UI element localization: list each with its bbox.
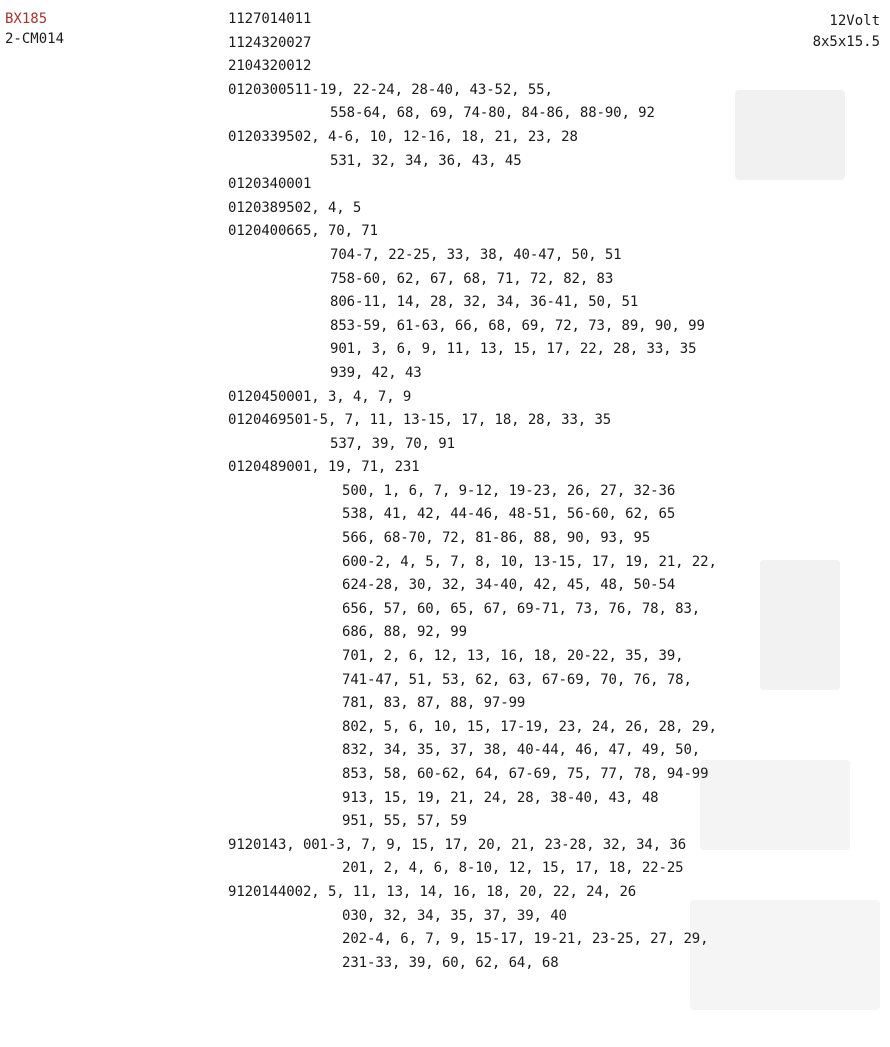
entry-text: 531, 32, 34, 36, 43, 45: [330, 152, 522, 169]
part-number-entry: [228, 834, 788, 858]
part-number-continuation: [228, 244, 788, 268]
entry-text: 806-11, 14, 28, 32, 34, 36-41, 50, 51: [330, 294, 639, 311]
part-number-entry: [228, 55, 788, 79]
entry-text: 202-4, 6, 7, 9, 15-17, 19-21, 23-25, 27, 29,: [342, 931, 709, 948]
part-number-continuation: [228, 928, 788, 952]
entry-text: 600-2, 4, 5, 7, 8, 10, 13-15, 17, 19, 21, 22,: [342, 553, 717, 570]
dimensions-spec: 8x5x15.5: [812, 34, 880, 50]
entry-text: 913, 15, 19, 21, 24, 28, 38-40, 43, 48: [342, 789, 659, 806]
part-number-entry: [228, 126, 788, 150]
part-number-continuation: [228, 952, 788, 976]
entry-text: 538, 41, 42, 44-46, 48-51, 56-60, 62, 65: [342, 506, 676, 523]
entry-text: 781, 83, 87, 88, 97-99: [342, 695, 526, 712]
entry-text: 1124320027: [228, 34, 312, 51]
entry-text: 0120300511-19, 22-24, 28-40, 43-52, 55,: [228, 81, 553, 98]
entry-text: 853-59, 61-63, 66, 68, 69, 72, 73, 89, 90, 99: [330, 317, 705, 334]
entry-text: 624-28, 30, 32, 34-40, 42, 45, 48, 50-54: [342, 577, 676, 594]
product-specs: [813, 11, 880, 53]
part-number-entry: [228, 386, 788, 410]
part-number-continuation: [228, 291, 788, 315]
part-number-entry: [228, 32, 788, 56]
entry-text: 201, 2, 4, 6, 8-10, 12, 15, 17, 18, 22-25: [342, 860, 684, 877]
part-number-continuation: [228, 645, 788, 669]
entry-text: 0120489001, 19, 71, 231: [228, 459, 420, 476]
part-number-continuation: [228, 787, 788, 811]
entry-text: 0120389502, 4, 5: [228, 199, 362, 216]
part-number-continuation: [228, 527, 788, 551]
entry-text: 0120469501-5, 7, 11, 13-15, 17, 18, 28, 33, 35: [228, 412, 612, 429]
part-number-continuation: [228, 574, 788, 598]
part-number-continuation: [228, 268, 788, 292]
part-number-continuation: [228, 551, 788, 575]
part-number-continuation: [228, 503, 788, 527]
part-number-entry: [228, 409, 788, 433]
entry-text: 0120339502, 4-6, 10, 12-16, 18, 21, 23, 28: [228, 128, 578, 145]
part-number-entry: [228, 220, 788, 244]
entry-text: 9120143, 001-3, 7, 9, 15, 17, 20, 21, 23-28, 32, 34, 36: [228, 836, 687, 853]
part-number-continuation: [228, 739, 788, 763]
part-number-continuation: [228, 763, 788, 787]
entry-text: 558-64, 68, 69, 74-80, 84-86, 88-90, 92: [330, 105, 655, 122]
part-number-entry: [228, 197, 788, 221]
reference-code: 2-CM014: [5, 31, 65, 47]
part-number-list: [228, 8, 788, 975]
part-number-continuation: [228, 621, 788, 645]
part-number-entry: [228, 8, 788, 32]
entry-text: 500, 1, 6, 7, 9-12, 19-23, 26, 27, 32-36: [342, 482, 676, 499]
product-header: [5, 9, 64, 49]
entry-text: 656, 57, 60, 65, 67, 69-71, 73, 76, 78, 83,: [342, 600, 701, 617]
entry-text: 686, 88, 92, 99: [342, 624, 467, 641]
entry-text: 939, 42, 43: [330, 364, 422, 381]
entry-text: 0120450001, 3, 4, 7, 9: [228, 388, 412, 405]
voltage-spec: 12Volt: [829, 13, 880, 29]
part-number-continuation: [228, 338, 788, 362]
part-number-entry: [228, 881, 788, 905]
part-number-continuation: [228, 905, 788, 929]
entry-text: 901, 3, 6, 9, 11, 13, 15, 17, 22, 28, 33, 35: [330, 341, 697, 358]
part-number-continuation: [228, 692, 788, 716]
entry-text: 741-47, 51, 53, 62, 63, 67-69, 70, 76, 78,: [342, 671, 692, 688]
entry-text: 030, 32, 34, 35, 37, 39, 40: [342, 907, 567, 924]
part-number-continuation: [228, 150, 788, 174]
entry-text: 537, 39, 70, 91: [330, 435, 455, 452]
entry-text: 566, 68-70, 72, 81-86, 88, 90, 93, 95: [342, 530, 651, 547]
part-number-continuation: [228, 433, 788, 457]
entry-text: 832, 34, 35, 37, 38, 40-44, 46, 47, 49, 50,: [342, 742, 701, 759]
part-number-continuation: [228, 362, 788, 386]
entry-text: 0120340001: [228, 176, 312, 193]
part-number-continuation: [228, 716, 788, 740]
entry-text: 951, 55, 57, 59: [342, 813, 467, 830]
part-number-entry: [228, 456, 788, 480]
entry-text: 2104320012: [228, 58, 312, 75]
part-number-continuation: [228, 598, 788, 622]
entry-text: 231-33, 39, 60, 62, 64, 68: [342, 954, 559, 971]
entry-text: 758-60, 62, 67, 68, 71, 72, 82, 83: [330, 270, 614, 287]
part-number-continuation: [228, 669, 788, 693]
part-number-entry: [228, 79, 788, 103]
entry-text: 853, 58, 60-62, 64, 67-69, 75, 77, 78, 94-99: [342, 766, 709, 782]
entry-text: 0120400665, 70, 71: [228, 223, 378, 240]
entry-text: 9120144002, 5, 11, 13, 14, 16, 18, 20, 22, 24, 26: [228, 883, 637, 900]
entry-text: 704-7, 22-25, 33, 38, 40-47, 50, 51: [330, 246, 622, 263]
part-number-continuation: [228, 857, 788, 881]
part-number-continuation: [228, 315, 788, 339]
entry-text: 701, 2, 6, 12, 13, 16, 18, 20-22, 35, 39,: [342, 648, 684, 665]
part-number: BX185: [5, 11, 48, 27]
part-number-entry: [228, 173, 788, 197]
part-number-continuation: [228, 810, 788, 834]
entry-text: 1127014011: [228, 11, 312, 27]
part-number-continuation: [228, 102, 788, 126]
entry-text: 802, 5, 6, 10, 15, 17-19, 23, 24, 26, 28, 29,: [342, 718, 717, 735]
part-number-continuation: [228, 480, 788, 504]
